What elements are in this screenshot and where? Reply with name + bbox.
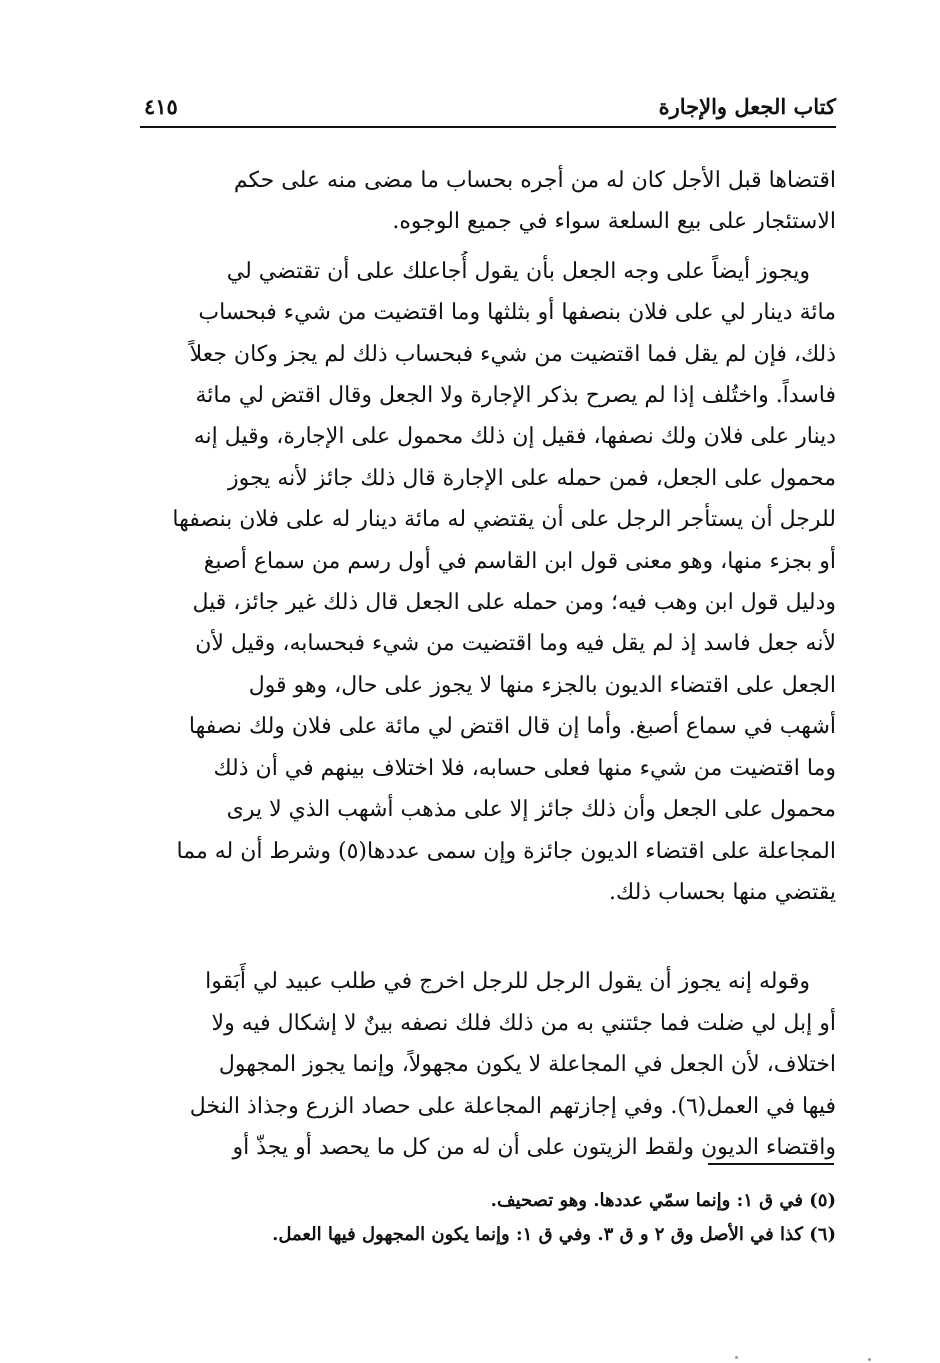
footnote-6: (٦) كذا في الأصل وق ٢ و ق ٣. وفي ق ١: وإنما يكون المجهول فيها العمل. [272, 1224, 836, 1245]
page-header [140, 88, 836, 128]
text-line: ودليل قول ابن وهب فيه؛ ومن حمله على الجعل قال ذلك غير جائز، قيل [192, 590, 836, 616]
body-text [136, 160, 836, 1168]
text-line: محمول على الجعل وأن ذلك جائز إلا على مذهب أشهب الذي لا يرى [226, 797, 836, 823]
text-line: لأنه جعل فاسد إذ لم يقل فيه وما اقتضيت من شيء فبحسابه، وقيل لأن [195, 631, 836, 657]
footnote-5: (٥) في ق ١: وإنما سمّي عددها. وهو تصحيف. [490, 1190, 836, 1211]
text-line: وقوله إنه يجوز أن يقول الرجل للرجل اخرج في طلب عبيد لي أَبَقوا [205, 969, 810, 995]
text-line: أو إبل لي ضلت فما جئتني به من ذلك فلك نصفه بينٌ لا إشكال فيه ولا [211, 1010, 836, 1036]
paragraph-2 [136, 251, 836, 914]
text-line: محمول على الجعل، فمن حمله على الإجارة قال ذلك جائز لأنه يجوز [228, 465, 836, 491]
scan-speck [868, 1358, 871, 1361]
text-line: ويجوز أيضاً على وجه الجعل بأن يقول أُجاعلك على أن تقتضي لي [226, 258, 810, 284]
text-line: دينار على فلان ولك نصفها، فقيل إن ذلك محمول على الإجارة، وقيل إنه [193, 424, 836, 450]
text-line: ذلك، فإن لم يقل فما اقتضيت من شيء فبحساب ذلك لم يجز وكان جعلاً [189, 341, 836, 367]
text-line: الجعل على اقتضاء الديون بالجزء منها لا يجوز على حال، وهو قول [248, 672, 836, 698]
text-line: الاستئجار على بيع السلعة سواء في جميع الوجوه. [392, 209, 836, 235]
footnote-rule [708, 1163, 834, 1165]
footnotes [136, 1184, 836, 1252]
text-line: المجاعلة على اقتضاء الديون جائزة وإن سمى عددها(٥) وشرط أن له مما [176, 838, 836, 864]
text-line: واقتضاء الديون ولقط الزيتون على أن له من كل ما يحصد أو يجذّ أو [232, 1134, 836, 1160]
text-line: أشهب في سماع أصبغ. وأما إن قال اقتض لي مائة على فلان ولك نصفها [188, 714, 836, 740]
text-line: فيها في العمل(٦). وفي إجازتهم المجاعلة على حصاد الزرع وجذاذ النخل [189, 1093, 836, 1119]
text-line: وما اقتضيت من شيء منها فعلى حسابه، فلا اختلاف بينهم في أن ذلك [213, 755, 836, 781]
text-line: مائة دينار لي على فلان بنصفها أو بثلثها وما اقتضيت من شيء فبحساب [198, 300, 836, 326]
text-line: اقتضاها قبل الأجل كان له من أجره بحساب ما مضى منه على حكم [233, 168, 836, 193]
paragraph-3 [136, 961, 836, 1168]
header-rule [140, 126, 836, 128]
text-line: اختلاف، لأن الجعل في المجاعلة لا يكون مجهولاً، وإنما يجوز المجهول [218, 1052, 836, 1078]
paragraph-1 [136, 160, 836, 243]
paragraph-gap [136, 243, 836, 251]
text-line: أو بجزء منها، وهو معنى قول ابن القاسم في أول رسم من سماع أصبغ [203, 548, 836, 574]
page-number: ٤١٥ [144, 94, 178, 119]
text-line: يقتضي منها بحساب ذلك. [609, 879, 836, 905]
paragraph-gap [136, 913, 836, 961]
running-title: كتاب الجعل والإجارة [658, 94, 836, 119]
text-line: للرجل أن يستأجر الرجل على أن يقتضي له مائة دينار له على فلان بنصفها [172, 507, 836, 533]
scan-speck [735, 1356, 738, 1359]
text-line: فاسداً. واختُلف إذا لم يصرح بذكر الإجارة ولا الجعل وقال اقتض لي مائة [195, 383, 836, 409]
